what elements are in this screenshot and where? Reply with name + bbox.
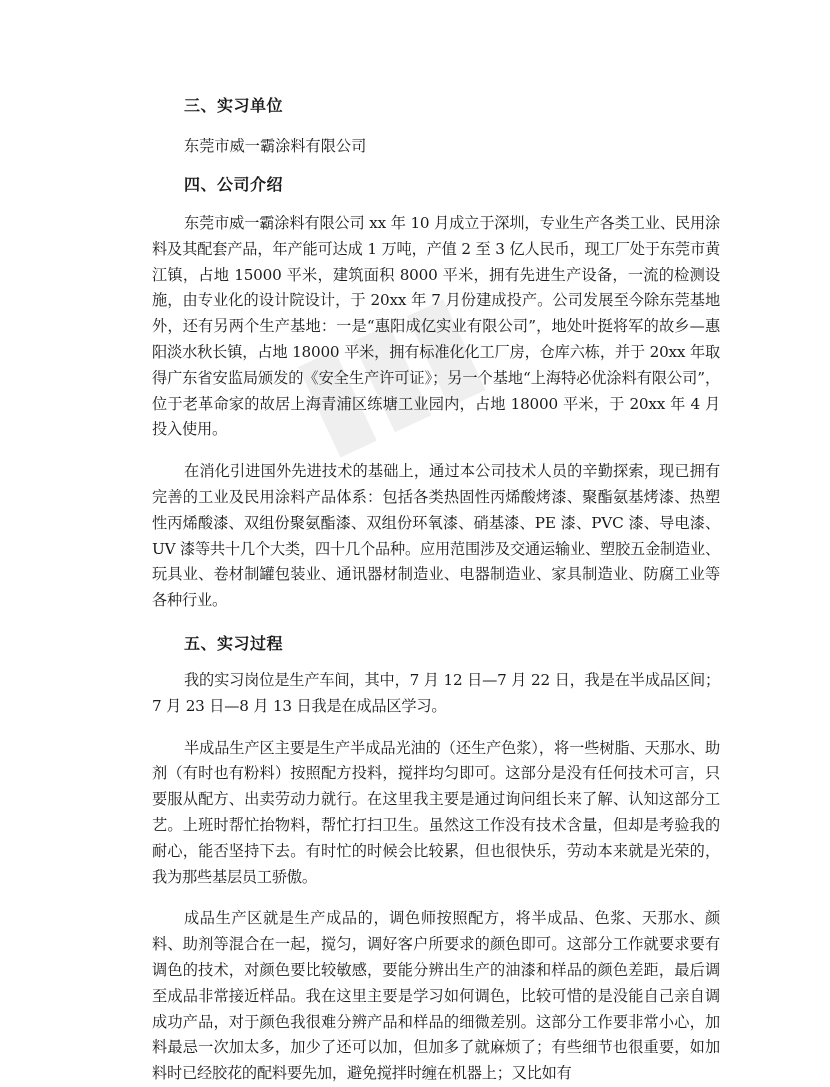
process-paragraph-2: 半成品生产区主要是生产半成品光油的（还生产色浆），将一些树脂、天那水、助剂（有时也有粉料）按照配方投料，搅拌均匀即可。这部分是没有任何技术可言，只要服从配方、出卖劳动力就行。在这里我主要是通过询问组长来了解、认知这部分工艺。上班时帮忙抬物料，帮忙打扫卫生。虽然这工作没有技术含量，但却是考验我的耐心，能否坚持下去。有时忙的时候会比较累，但也很快乐，劳动本来就是光荣的，我为那些基层员工骄傲。 — [152, 738, 720, 886]
section-heading-intro: 四、公司介绍 — [184, 175, 284, 194]
intro-paragraph-2: 在消化引进国外先进技术的基础上，通过本公司技术人员的辛勤探索，现已拥有完善的工业及民用涂料产品体系：包括各类热固性丙烯酸烤漆、聚酯氨基烤漆、热塑性丙烯酸漆、双组份聚氨酯漆、双组份环氧漆、硝基漆、PE 漆、PVC 漆、导电漆、UV 漆等共十几个大类，四十几个品种。应用范围涉及交通运输业、塑胶五金制造业、玩具业、卷材制罐包装业、通讯器材制造业、电器制造业、家具制造业、防腐工业等各种行业。 — [152, 462, 720, 610]
section-heading-unit: 三、实习单位 — [184, 96, 284, 115]
section-heading-process: 五、实习过程 — [184, 633, 284, 653]
process-paragraph-1: 我的实习岗位是生产车间，其中，7 月 12 日—7 月 22 日，我是在半成品区间；7 月 23 日—8 月 13 日我是在成品区学习。 — [152, 670, 720, 715]
intro-paragraph-1: 东莞市威一霸涂料有限公司 xx 年 10 月成立于深圳，专业生产各类工业、民用涂料及其配套产品，年产能可达成 1 万吨，产值 2 至 3 亿人民币，现工厂处于东莞市黄江镇，占地 15000 平米，建筑面积 8000 平米，拥有先进生产设备，一流的检测设施，由专业化的设计院设计，于 20xx 年 7 月份建成投产。公司发展至今除东莞基地外，还有另两个生产基地：一是“惠阳成亿实业有限公司”，地处叶挺将军的故乡—惠阳淡水秋长镇，占地 18000 平米，拥有标准化化工厂房，仓库六栋，并于 20xx 年取得广东省安监局颁发的《安全生产许可证》；另一个基地“上海特必优涂料有限公司”，位于老革命家的故居上海青浦区练塘工业园内，占地 18000 平米，于 20xx 年 4 月投入使用。 — [152, 214, 720, 439]
process-paragraph-3: 成品生产区就是生产成品的，调色师按照配方，将半成品、色浆、天那水、颜料、助剂等混合在一起，搅匀，调好客户所要求的颜色即可。这部分工作就要求要有调色的技术，对颜色要比较敏感，要能分辨出生产的油漆和样品的颜色差距，最后调至成品非常接近样品。我在这里主要是学习如何调色，比较可惜的是没能自己亲自调成功产品，对于颜色我很难分辨产品和样品的细微差别。这部分工作要非常小心，加料最忌一次加太多，加少了还可以加，但加多了就麻烦了；有些细节也很重要，如加料时已经胶花的配料要先加，避免搅拌时缠在机器上；又比如有 — [152, 909, 720, 1083]
company-name-text: 东莞市威一霸涂料有限公司 — [184, 137, 367, 155]
document-body — [152, 92, 720, 1087]
